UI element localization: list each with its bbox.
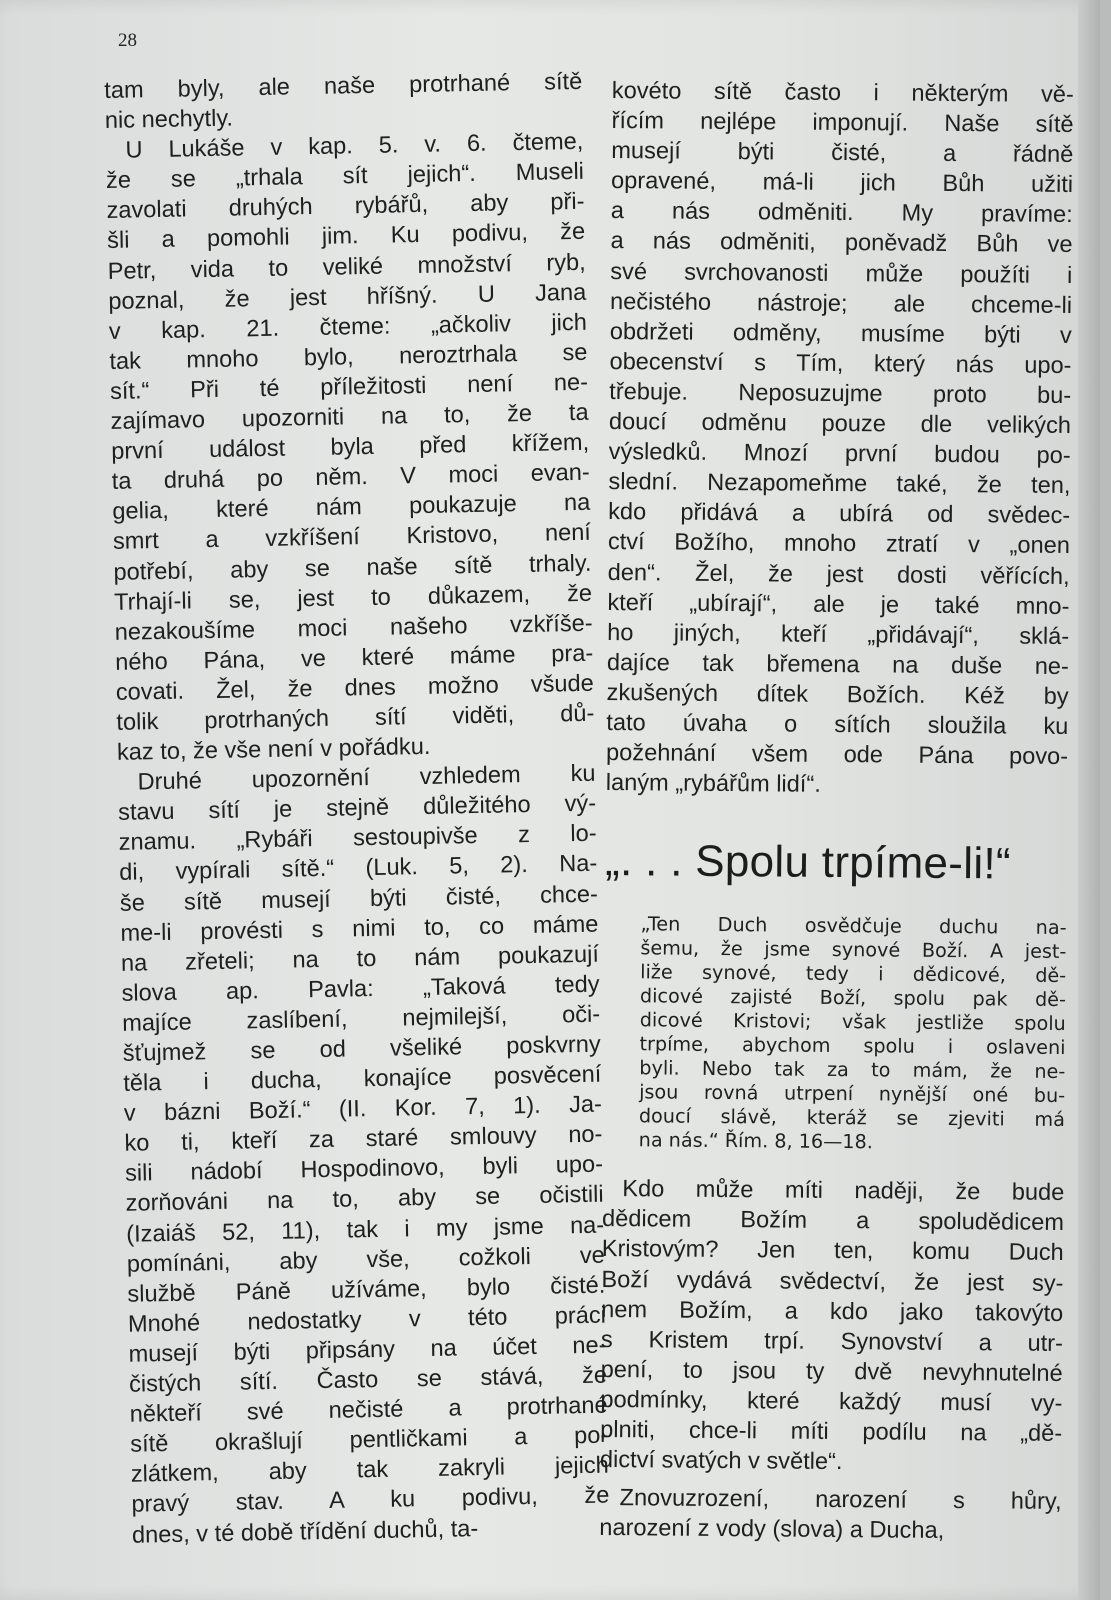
text-line: ného Pána, ve které máme pra-	[115, 640, 594, 676]
section-heading: „. . . Spolu trpíme-li!“	[604, 836, 1012, 889]
text-line: s Kristem trpí. Synovství a utr-	[600, 1326, 1064, 1357]
text-line: těla i ducha, konajíce posvěcení	[123, 1061, 602, 1097]
text-line: kaz to, že vše není v pořádku.	[116, 733, 431, 766]
text-line: službě Páně užíváme, bylo čisté.	[127, 1272, 606, 1308]
text-line: že se „trhala sít jejich“. Museli	[105, 159, 585, 195]
text-line: tam byly, ale naše protrhané sítě	[104, 68, 583, 104]
text-line: dajíce tak břemena na duše ne-	[606, 649, 1069, 680]
text-line: třebuje. Neposuzujme proto bu-	[609, 378, 1072, 409]
text-line: Kdo může míti naději, že bude	[622, 1176, 1065, 1207]
text-line: kovéto sítě často i některým vě-	[611, 77, 1074, 109]
text-line: opravené, má-li jich Bůh užiti	[610, 168, 1074, 199]
text-line: Kristovým? Jen ten, komu Duch	[601, 1236, 1064, 1267]
text-line: me-li provésti s nimi to, co máme	[120, 911, 599, 947]
text-line: a nás odměniti. My pravíme:	[610, 198, 1073, 229]
text-line: na nás.“ Řím. 8, 16—18.	[638, 1128, 873, 1154]
text-line: šťujmež se od všeliké poskvrny	[122, 1031, 601, 1067]
text-line: slova ap. Pavla: „Taková tedy	[121, 971, 600, 1007]
text-line: výsledků. Mnozí první budou po-	[608, 439, 1071, 470]
text-line: gelia, které nám poukazuje na	[112, 490, 591, 526]
text-line: na zřeteli; na to nám poukazují	[120, 941, 600, 977]
text-line: dicové Kristovi; však jestliže spolu	[639, 1008, 1066, 1036]
text-line: dicové zajisté Boží, spolu pak dě-	[639, 984, 1067, 1012]
text-line: dnes, v té době třídění duchů, ta-	[131, 1515, 479, 1549]
text-line: ho jiných, kteří „přidávají“, sklá-	[607, 619, 1070, 650]
text-line: sili nádobí Hospodinovo, byli upo-	[124, 1151, 604, 1188]
text-line: Mnohé nedostatky v této práci	[127, 1302, 607, 1338]
text-line: Boží vydává svědectví, že jest sy-	[601, 1266, 1064, 1297]
text-line: tato úvaha o sítích sloužila ku	[606, 709, 1069, 740]
text-line: Znovuzrození, narození s hůry,	[619, 1485, 1062, 1516]
text-line: zorňováni na to, aby se očistili	[125, 1182, 604, 1218]
text-line: nezakoušíme moci našeho vzkříše-	[114, 610, 593, 646]
text-line: sítě okrašlují pentličkami a po-	[130, 1422, 609, 1458]
text-line: dictví svatých v světle“.	[599, 1447, 843, 1476]
text-line: di, vypírali sítě.“ (Luk. 5, 2). Na-	[119, 851, 598, 887]
text-line: poznal, že jest hříšný. U Jana	[108, 279, 587, 315]
text-line: požehnání všem ode Pána povo-	[605, 740, 1069, 771]
text-line: podmínky, které každý musí vy-	[600, 1386, 1063, 1417]
text-line: zlátkem, aby tak zakryli jejich	[130, 1452, 610, 1489]
left-column	[104, 67, 610, 1550]
right-column	[599, 76, 1074, 1547]
text-line: své svrchovanosti může použíti i	[610, 258, 1073, 289]
text-line: tolik protrhaných sítí viděti, dů-	[116, 700, 595, 736]
text-line: nečistého nástroje; ale chceme-li	[609, 288, 1073, 319]
text-line: obdržeti odměny, musíme býti v	[609, 318, 1072, 349]
paragraph-2	[599, 1483, 1062, 1547]
text-line: kdo přidává a ubírá od svědec-	[608, 499, 1071, 530]
text-line: sít.“ Při té příležitosti není ne-	[109, 369, 589, 405]
scripture-quote	[639, 913, 1067, 1157]
text-line: šli a pomohli jim. Ku podivu, že	[106, 219, 586, 255]
text-line: Druhé upozornění vzhledem ku	[137, 760, 596, 796]
text-line: kteří „ubírají“, ale je také mno-	[607, 589, 1070, 620]
text-line: zajímavo upozorniti na to, že ta	[110, 399, 589, 435]
text-line: slední. Nezapomeňme také, že ten,	[608, 469, 1071, 500]
text-line: znamu. „Rybáři sestoupivše z lo-	[118, 821, 597, 857]
text-line: ta druhá po něm. V moci evan-	[111, 459, 590, 496]
right-column-top-text	[606, 76, 1074, 802]
text-line: Trhají-li se, jest to důkazem, že	[113, 580, 593, 616]
text-line: stavu sítí je stejně důležitého vý-	[117, 790, 597, 827]
text-line: doucí slávě, kteráž se zjeviti má	[638, 1104, 1066, 1132]
text-line: trpíme, abychom spolu i oslaveni	[639, 1032, 1066, 1060]
text-line: covati. Žel, že dnes možno všude	[115, 670, 595, 706]
text-line: Petr, vida to veliké množství ryb,	[107, 249, 586, 285]
text-line: a nás odměniti, poněvadž Bůh ve	[610, 228, 1073, 259]
text-line: potřebí, aby se naše sítě trhaly.	[113, 550, 592, 586]
text-line: zavolati druhých rybářů, aby při-	[106, 189, 585, 225]
text-line: nem Božím, a kdo jako takovýto	[601, 1296, 1064, 1327]
text-line: v kap. 21. čteme: „ačkoliv jich	[108, 309, 588, 345]
text-line: šemu, že jsme synové Boží. A jest-	[640, 936, 1067, 964]
text-line: byli. Nebo tak za to mám, že ne-	[639, 1056, 1066, 1084]
text-line: někteří své nečisté a protrhané	[129, 1392, 608, 1428]
text-line: čistých sítí. Často se stává, že	[128, 1362, 608, 1398]
text-line: pomínáni, aby vše, cožkoli ve	[126, 1242, 605, 1278]
text-line: musejí býti čisté, a řádně	[611, 138, 1074, 169]
text-line: jsou rovná utrpení nynější oné bu-	[639, 1080, 1066, 1108]
text-line: dědicem Božím a spoludědicem	[601, 1206, 1065, 1237]
text-line: plniti, chce-li míti podílu na „dě-	[600, 1416, 1063, 1447]
text-line: laným „rybářům lidí“.	[605, 770, 821, 799]
text-line: obecenství s Tím, který nás upo-	[609, 348, 1072, 379]
text-line: ko ti, kteří za staré smlouvy no-	[124, 1121, 603, 1158]
text-line: liže synové, tedy i dědicové, dě-	[640, 960, 1067, 988]
text-line: „Ten Duch osvědčuje duchu na-	[640, 912, 1067, 940]
text-line: první událost byla před křížem,	[110, 429, 590, 466]
page-edge	[1078, 0, 1100, 1600]
text-line: pení, to jsou ty dvě nevyhnutelné	[600, 1356, 1063, 1387]
paragraph-1	[600, 1174, 1065, 1479]
text-line: doucí odměnu pouze dle velikých	[608, 409, 1072, 440]
text-line: zkušených dítek Božích. Kéž by	[606, 679, 1069, 710]
text-line: tak mnoho bylo, neroztrhala se	[109, 339, 588, 375]
text-line: narození z vody (slova) a Ducha,	[599, 1515, 945, 1545]
text-line: (Izaiáš 52, 11), tak i my jsme na-	[125, 1212, 605, 1248]
text-line: nic nechytly.	[104, 105, 234, 135]
text-line: smrt a vzkříšení Kristovo, není	[112, 520, 592, 556]
text-line: řícím nejlépe imponují. Naše sítě	[611, 108, 1074, 139]
text-line: musejí býti připsány na účet ne-	[128, 1332, 607, 1368]
text-line: majíce zaslíbení, nejmilejší, oči-	[121, 1001, 601, 1037]
text-line: den“. Žel, že jest dosti věřících,	[607, 559, 1070, 590]
page-number: 28	[118, 30, 137, 51]
text-line: pravý stav. A ku podivu, že	[131, 1482, 610, 1519]
text-line: v bázni Boží.“ (II. Kor. 7, 1). Ja-	[123, 1091, 603, 1127]
text-line: ctví Božího, mnoho ztratí v „onen	[607, 529, 1071, 560]
text-line: U Lukáše v kap. 5. v. 6. čteme,	[125, 128, 584, 164]
text-line: še sítě musejí býti čisté, chce-	[119, 881, 599, 917]
